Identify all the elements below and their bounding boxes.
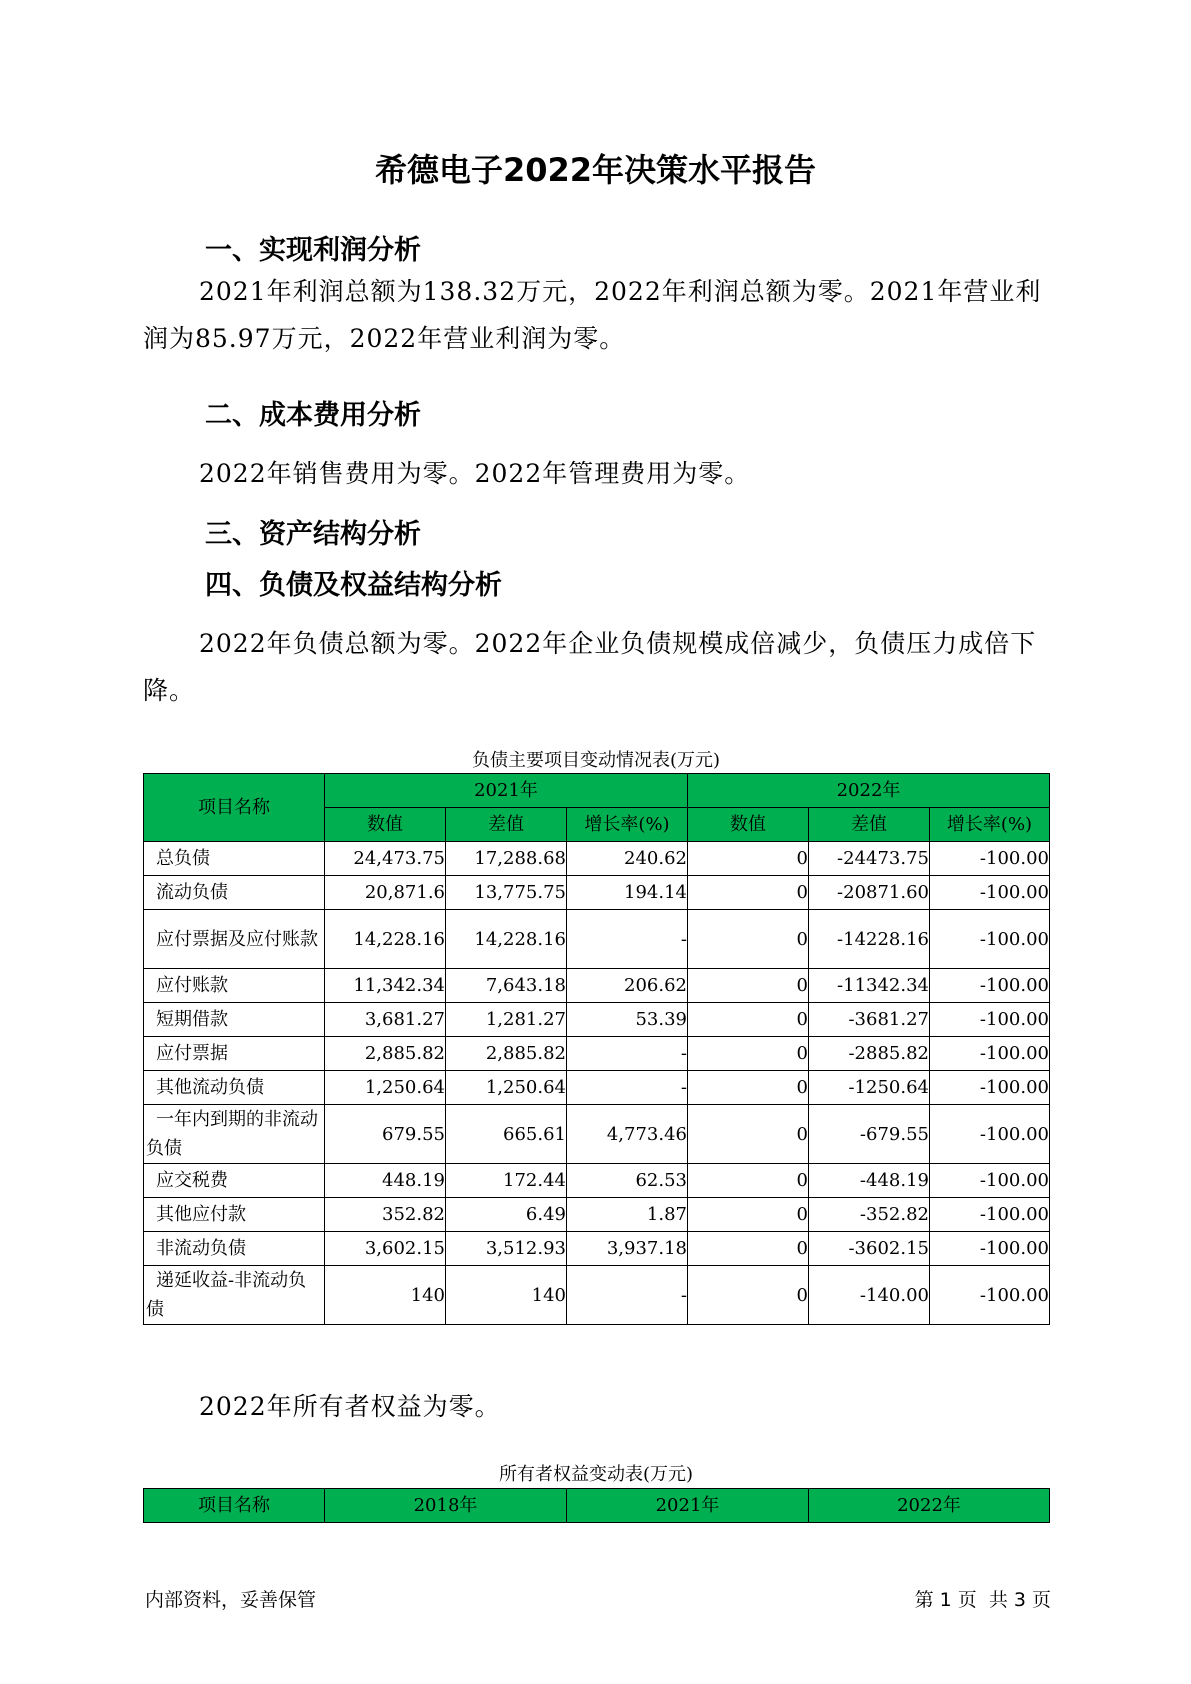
row-value-cell: -100.00: [930, 1037, 1050, 1071]
row-value-cell: -448.19: [809, 1164, 930, 1198]
debt-table-subheader: 数值: [688, 808, 809, 842]
row-value-cell: 2,885.82: [446, 1037, 567, 1071]
row-value-cell: 240.62: [567, 842, 688, 876]
row-item-name: 总负债: [144, 842, 325, 876]
row-value-cell: 0: [688, 842, 809, 876]
footer-confidential-note: 内部资料，妥善保管: [145, 1589, 317, 1611]
debt-table-item-header: 项目名称: [144, 774, 325, 842]
row-value-cell: 1,250.64: [325, 1071, 446, 1105]
row-value-cell: -: [567, 1037, 688, 1071]
row-value-cell: 1.87: [567, 1198, 688, 1232]
row-value-cell: 0: [688, 1071, 809, 1105]
paragraph-debt: 2022年负债总额为零。2022年企业负债规模成倍减少，负债压力成倍下降。: [143, 629, 1037, 705]
row-value-cell: -20871.60: [809, 876, 930, 910]
row-value-cell: 0: [688, 1164, 809, 1198]
row-value-cell: 206.62: [567, 969, 688, 1003]
page-title: 希德电子2022年决策水平报告: [374, 151, 817, 189]
row-value-cell: 3,937.18: [567, 1232, 688, 1266]
table-row: [144, 1003, 1050, 1037]
table-row: [144, 1198, 1050, 1232]
row-value-cell: 0: [688, 1105, 809, 1164]
row-item-name: 递延收益-非流动负债: [144, 1266, 325, 1325]
row-value-cell: 13,775.75: [446, 876, 567, 910]
table-row: [144, 969, 1050, 1003]
table-row: [144, 1037, 1050, 1071]
row-value-cell: 4,773.46: [567, 1105, 688, 1164]
equity-table-header-row: [144, 1489, 1050, 1523]
row-value-cell: 679.55: [325, 1105, 446, 1164]
row-value-cell: -: [567, 1266, 688, 1325]
row-value-cell: -24473.75: [809, 842, 930, 876]
row-value-cell: 24,473.75: [325, 842, 446, 876]
row-value-cell: 14,228.16: [446, 910, 567, 969]
debt-table-subheader: 增长率(%): [567, 808, 688, 842]
debt-table-year-header: 2022年: [688, 774, 1050, 808]
row-value-cell: 1,281.27: [446, 1003, 567, 1037]
row-value-cell: -3681.27: [809, 1003, 930, 1037]
row-value-cell: -100.00: [930, 876, 1050, 910]
row-value-cell: 2,885.82: [325, 1037, 446, 1071]
table-row: [144, 876, 1050, 910]
row-value-cell: 0: [688, 1003, 809, 1037]
row-value-cell: -: [567, 910, 688, 969]
row-value-cell: -679.55: [809, 1105, 930, 1164]
row-value-cell: -100.00: [930, 1003, 1050, 1037]
row-value-cell: -100.00: [930, 842, 1050, 876]
section-heading-debt: 四、负债及权益结构分析: [205, 570, 502, 601]
row-value-cell: 194.14: [567, 876, 688, 910]
row-value-cell: -100.00: [930, 1071, 1050, 1105]
equity-table: [143, 1488, 1050, 1523]
row-value-cell: 0: [688, 1266, 809, 1325]
row-value-cell: -1250.64: [809, 1071, 930, 1105]
section-heading-assets: 三、资产结构分析: [205, 519, 421, 550]
table-row: [144, 1071, 1050, 1105]
debt-table-subheader: 差值: [446, 808, 567, 842]
row-item-name: 其他应付款: [144, 1198, 325, 1232]
table-row: [144, 1164, 1050, 1198]
row-value-cell: -100.00: [930, 1105, 1050, 1164]
row-value-cell: 172.44: [446, 1164, 567, 1198]
row-item-name: 短期借款: [144, 1003, 325, 1037]
row-value-cell: 0: [688, 969, 809, 1003]
row-value-cell: 7,643.18: [446, 969, 567, 1003]
row-value-cell: 665.61: [446, 1105, 567, 1164]
equity-table-header: 2018年: [325, 1489, 567, 1523]
row-value-cell: -100.00: [930, 1266, 1050, 1325]
row-value-cell: 352.82: [325, 1198, 446, 1232]
row-item-name: 流动负债: [144, 876, 325, 910]
equity-table-caption: 所有者权益变动表(万元): [498, 1464, 694, 1485]
row-item-name: 非流动负债: [144, 1232, 325, 1266]
row-value-cell: -14228.16: [809, 910, 930, 969]
debt-table: [143, 773, 1050, 1325]
row-value-cell: -140.00: [809, 1266, 930, 1325]
row-value-cell: 448.19: [325, 1164, 446, 1198]
row-value-cell: -100.00: [930, 969, 1050, 1003]
equity-table-header: 2022年: [809, 1489, 1050, 1523]
row-item-name: 应付票据: [144, 1037, 325, 1071]
table-row: [144, 842, 1050, 876]
row-item-name: 一年内到期的非流动负债: [144, 1105, 325, 1164]
row-item-name: 应付票据及应付账款: [144, 910, 325, 969]
row-item-name: 应付账款: [144, 969, 325, 1003]
row-value-cell: 1,250.64: [446, 1071, 567, 1105]
row-value-cell: 11,342.34: [325, 969, 446, 1003]
debt-table-subheader: 数值: [325, 808, 446, 842]
debt-table-body: [144, 842, 1050, 1325]
paragraph-cost: 2022年销售费用为零。2022年管理费用为零。: [199, 459, 751, 488]
row-value-cell: -11342.34: [809, 969, 930, 1003]
table-row: [144, 910, 1050, 969]
table-row: [144, 1232, 1050, 1266]
row-value-cell: -100.00: [930, 1164, 1050, 1198]
row-value-cell: -3602.15: [809, 1232, 930, 1266]
equity-table-header: 项目名称: [144, 1489, 325, 1523]
debt-table-year-header: 2021年: [325, 774, 688, 808]
row-value-cell: 17,288.68: [446, 842, 567, 876]
row-value-cell: 3,681.27: [325, 1003, 446, 1037]
paragraph-profit: 2021年利润总额为138.32万元，2022年利润总额为零。2021年营业利润为85.97万元，2022年营业利润为零。: [143, 277, 1042, 353]
equity-table-header: 2021年: [567, 1489, 809, 1523]
row-value-cell: -352.82: [809, 1198, 930, 1232]
section-heading-profit: 一、实现利润分析: [205, 235, 421, 266]
row-value-cell: 0: [688, 876, 809, 910]
paragraph-equity: 2022年所有者权益为零。: [199, 1392, 501, 1421]
row-value-cell: 3,512.93: [446, 1232, 567, 1266]
row-value-cell: 3,602.15: [325, 1232, 446, 1266]
debt-table-subheader: 差值: [809, 808, 930, 842]
row-value-cell: 53.39: [567, 1003, 688, 1037]
section-heading-cost: 二、成本费用分析: [205, 400, 421, 431]
row-value-cell: -100.00: [930, 1198, 1050, 1232]
debt-table-caption: 负债主要项目变动情况表(万元): [471, 750, 721, 771]
row-value-cell: -100.00: [930, 1232, 1050, 1266]
row-value-cell: -100.00: [930, 910, 1050, 969]
table-row: [144, 1266, 1050, 1325]
row-value-cell: 62.53: [567, 1164, 688, 1198]
row-value-cell: 6.49: [446, 1198, 567, 1232]
table-row: [144, 1105, 1050, 1164]
row-value-cell: 14,228.16: [325, 910, 446, 969]
row-value-cell: -2885.82: [809, 1037, 930, 1071]
row-value-cell: -: [567, 1071, 688, 1105]
row-value-cell: 0: [688, 1037, 809, 1071]
row-value-cell: 0: [688, 910, 809, 969]
footer-page-number: 第 1 页 共 3 页: [914, 1589, 1051, 1611]
row-value-cell: 140: [446, 1266, 567, 1325]
row-item-name: 应交税费: [144, 1164, 325, 1198]
row-value-cell: 0: [688, 1198, 809, 1232]
row-value-cell: 20,871.6: [325, 876, 446, 910]
row-item-name: 其他流动负债: [144, 1071, 325, 1105]
debt-table-subheader: 增长率(%): [930, 808, 1050, 842]
row-value-cell: 140: [325, 1266, 446, 1325]
row-value-cell: 0: [688, 1232, 809, 1266]
